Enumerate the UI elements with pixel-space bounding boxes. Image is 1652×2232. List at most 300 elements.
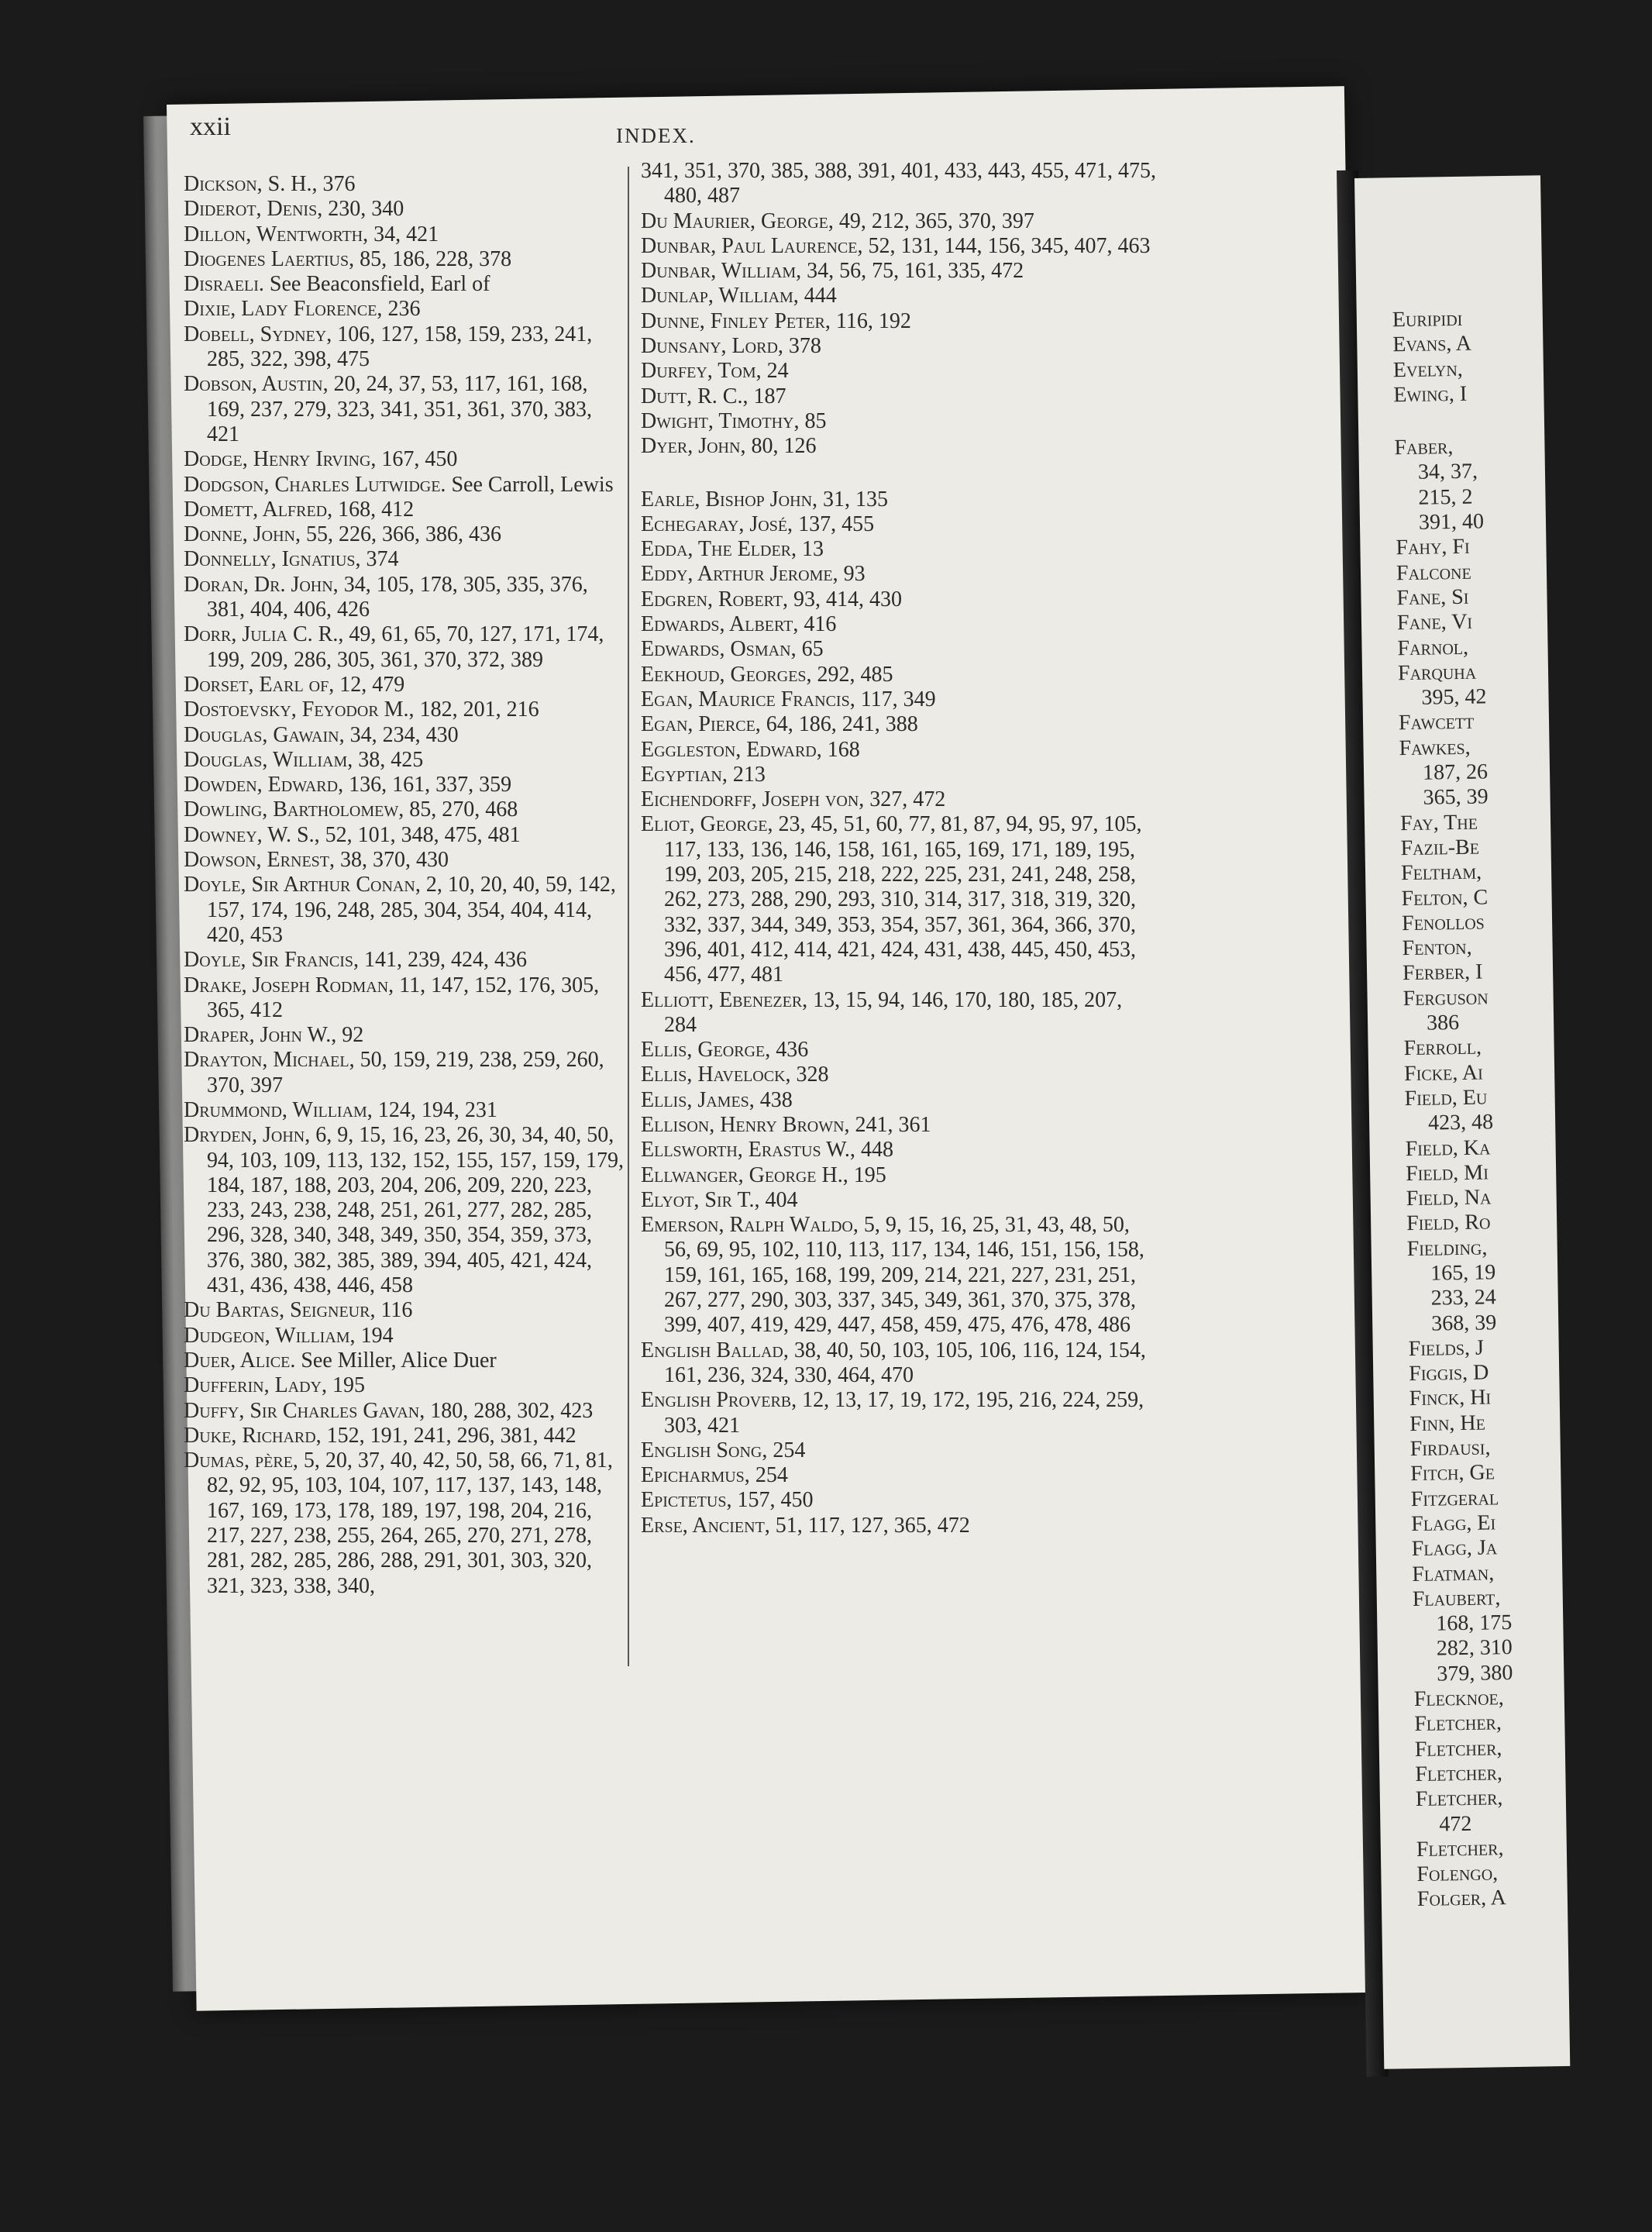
index-entry	[184, 247, 625, 272]
index-entry	[641, 1063, 1156, 1087]
entry-name: Dutt, R. C.,	[641, 384, 749, 408]
facing-page-fragment: Fletcher,	[1414, 1735, 1502, 1762]
facing-page-fragment: Fletcher,	[1416, 1836, 1504, 1862]
entry-references: 168	[821, 737, 860, 762]
index-entry	[641, 1213, 1156, 1338]
entry-references: 20, 24, 37, 53, 117, 161, 168, 169, 237, 279, 323, 341, 351, 361, 370, 383, 421	[207, 372, 592, 446]
entry-references: 52, 131, 144, 156, 345, 407, 463	[862, 233, 1151, 258]
facing-page-fragment: Ewing, I	[1393, 381, 1468, 408]
index-entry	[184, 473, 625, 498]
entry-name: Dumas, père,	[184, 1448, 298, 1473]
entry-name: Diogenes Laertius,	[184, 246, 355, 271]
index-entry	[184, 1448, 625, 1599]
facing-page-fragment: Euripidi	[1392, 306, 1463, 332]
index-entry	[641, 1463, 1156, 1488]
entry-name: Eekhoud, Georges,	[641, 662, 812, 687]
index-entry	[641, 537, 1156, 562]
entry-name: Eichendorff, Joseph von,	[641, 787, 865, 812]
entry-name: Dryden, John,	[184, 1123, 311, 1148]
entry-name: Domett, Alfred,	[184, 497, 333, 522]
entry-name: Dudgeon, William,	[184, 1323, 356, 1348]
entry-references: 254	[749, 1463, 788, 1488]
entry-references: 292, 485	[811, 662, 893, 687]
entry-references: 124, 194, 231	[372, 1097, 497, 1122]
entry-references: 34, 421	[368, 222, 439, 246]
entry-references: 195	[848, 1162, 886, 1187]
index-entry	[641, 612, 1156, 637]
index-entry	[641, 284, 1156, 308]
index-entry	[641, 309, 1156, 334]
index-entry	[184, 1348, 625, 1373]
index-entry	[641, 988, 1156, 1038]
entry-name: Drake, Joseph Rodman,	[184, 973, 394, 997]
entry-name: Epictetus,	[641, 1488, 732, 1513]
entry-name: Eliot, George,	[641, 812, 773, 837]
index-entry	[641, 234, 1156, 259]
entry-name: English Song,	[641, 1438, 768, 1462]
facing-page-fragment: Farnol,	[1397, 635, 1469, 660]
entry-references: 254	[767, 1438, 806, 1462]
index-entry	[184, 1373, 625, 1398]
facing-page-fragment: 233, 24	[1430, 1285, 1496, 1311]
entry-name: Downey, W. S.,	[184, 822, 320, 847]
facing-page-fragment: Flecknoe,	[1413, 1686, 1504, 1712]
entry-name: Ellison, Henry Brown,	[641, 1112, 850, 1137]
index-entry	[641, 359, 1156, 384]
facing-page-fragment: Field, Mi	[1405, 1160, 1489, 1186]
entry-name: Echegaray, José,	[641, 512, 793, 536]
facing-page-fragment: Fane, Si	[1396, 584, 1469, 611]
facing-page-fragment: Ficke, Ai	[1403, 1060, 1483, 1086]
entry-references: 38, 425	[353, 747, 424, 772]
facing-page-fragment: Firdausi,	[1409, 1435, 1491, 1462]
index-entry	[184, 723, 625, 748]
facing-page	[1354, 175, 1570, 2068]
index-entry	[641, 787, 1156, 812]
facing-page-fragment: Flagg, Ei	[1411, 1510, 1496, 1537]
entry-references: 448	[855, 1138, 893, 1162]
entry-name: Dorr, Julia C. R.,	[184, 622, 344, 647]
entry-name: Dickson, S. H.,	[184, 172, 318, 196]
entry-references: 64, 186, 241, 388	[760, 712, 918, 737]
index-entry	[641, 334, 1156, 359]
entry-references: 6, 9, 15, 16, 23, 26, 30, 34, 40, 50, 94, 103, 109, 113, 132, 152, 155, 157, 159, 179, 184, 187, 188, 203, 204, 206, 209, 220, 223, 233, 243, 238, 248, 251, 261, 277, 282, 285, 296, 328, 340, 348, 349, 350, 354, 359, 373, 376, 380, 382, 385, 389, 394, 405, 421, 424, 431, 436, 438, 446, 458	[207, 1123, 624, 1298]
index-entry	[641, 409, 1156, 434]
facing-page-fragment: Fenton,	[1402, 935, 1472, 961]
entry-references: 341, 351, 370, 385, 388, 391, 401, 433, 443, 455, 471, 475, 480, 487	[641, 159, 1156, 208]
index-entry	[184, 1399, 625, 1424]
entry-name: Doyle, Sir Arthur Conan,	[184, 873, 421, 897]
entry-references: 152, 191, 241, 296, 381, 442	[321, 1423, 576, 1448]
entry-references: 157, 450	[731, 1488, 814, 1513]
index-entry	[184, 848, 625, 873]
entry-references: 236	[382, 297, 421, 322]
index-entry	[641, 687, 1156, 712]
index-entry	[184, 547, 625, 572]
entry-references: 5, 20, 37, 40, 42, 50, 58, 66, 71, 81, 82, 92, 95, 103, 104, 107, 117, 137, 143, 148, 167, 169, 173, 178, 189, 197, 198, 204, 216, 217, 227, 238, 255, 264, 265, 270, 271, 278, 281, 282, 285, 286, 288, 291, 301, 303, 320, 321, 323, 338, 340,	[207, 1448, 613, 1598]
entry-references: 12, 13, 17, 19, 172, 195, 216, 224, 259, 303, 421	[664, 1388, 1144, 1438]
entry-references: 187	[748, 384, 786, 408]
entry-name: Dwight, Timothy,	[641, 408, 800, 433]
entry-references: 141, 239, 424, 436	[359, 948, 528, 973]
index-entry	[641, 812, 1156, 987]
entry-name: Edda, The Elder,	[641, 537, 797, 562]
facing-page-fragment: Fletcher,	[1415, 1761, 1503, 1786]
facing-page-fragment: Fielding,	[1406, 1235, 1488, 1261]
entry-references: 38, 370, 430	[335, 848, 449, 873]
index-entry	[641, 1388, 1156, 1438]
entry-name: English Proverb,	[641, 1388, 797, 1413]
entry-name: Du Bartas, Seigneur,	[184, 1298, 376, 1323]
entry-references: 50, 159, 219, 238, 259, 260, 370, 397	[207, 1048, 604, 1097]
facing-page-fragment: Figgis, D	[1408, 1360, 1489, 1386]
entry-name: Donnelly, Ignatius,	[184, 547, 361, 572]
entry-references: 34, 105, 178, 305, 335, 376, 381, 404, 406, 426	[207, 572, 588, 622]
entry-name: Douglas, Gawain,	[184, 722, 345, 747]
entry-references: 12, 479	[334, 672, 405, 697]
index-entry	[184, 372, 625, 447]
index-entry	[184, 172, 625, 197]
entry-references: 49, 61, 65, 70, 127, 171, 174, 199, 209, 286, 305, 361, 370, 372, 389	[207, 622, 604, 672]
entry-name: Duke, Richard,	[184, 1423, 322, 1448]
facing-page-fragment: Evans, A	[1392, 331, 1472, 357]
facing-page-fragment: Fletcher,	[1414, 1710, 1502, 1737]
entry-references: 2, 10, 20, 40, 59, 142, 157, 174, 196, 248, 285, 304, 354, 404, 414, 420, 453	[207, 873, 616, 947]
index-entry	[641, 1138, 1156, 1162]
entry-name: Dyer, John,	[641, 434, 746, 459]
entry-name: Egyptian,	[641, 762, 728, 787]
entry-references: 416	[798, 612, 837, 637]
index-entry	[184, 1098, 625, 1123]
facing-page-fragment: Felton, C	[1401, 884, 1489, 911]
index-entry	[641, 587, 1156, 612]
page-number: xxii	[190, 112, 231, 141]
facing-page-fragment: Feltham,	[1400, 859, 1482, 886]
entry-references: 444	[798, 284, 837, 308]
entry-name: Dowling, Bartholomew,	[184, 797, 404, 822]
entry-references: 106, 127, 158, 159, 233, 241, 285, 322, 398, 475	[207, 322, 593, 372]
index-entry	[184, 948, 625, 973]
entry-name: Elliott, Ebenezer,	[641, 987, 808, 1012]
entry-name: Egan, Maurice Francis,	[641, 687, 855, 711]
entry-references: 49, 212, 365, 370, 397	[833, 208, 1034, 233]
index-entry	[641, 712, 1156, 737]
index-entry	[184, 773, 625, 797]
entry-name: Dillon, Wentworth,	[184, 222, 369, 246]
entry-name: Dowson, Ernest,	[184, 848, 335, 873]
facing-page-fragment: Flaubert,	[1412, 1586, 1501, 1611]
entry-name: Ellis, Havelock,	[641, 1063, 791, 1087]
index-entry	[641, 1488, 1156, 1513]
entry-name: Durfey, Tom,	[641, 359, 762, 384]
entry-name: Dunbar, William,	[641, 259, 802, 284]
entry-name: Doran, Dr. John,	[184, 572, 339, 597]
entry-name: Dodgson, Charles Lutwidge.	[184, 472, 446, 497]
index-entry	[641, 1188, 1156, 1213]
index-entry	[641, 487, 1156, 512]
entry-references: 13	[797, 537, 824, 562]
entry-name: Ellis, James,	[641, 1087, 755, 1112]
entry-references: 80, 126	[745, 434, 817, 459]
index-entry	[641, 159, 1156, 209]
entry-references: 376	[317, 172, 356, 196]
entry-references: See Beaconsfield, Earl of	[263, 272, 490, 297]
entry-name: Dobell, Sydney,	[184, 322, 332, 346]
entry-references: 116, 192	[830, 308, 911, 333]
facing-page-fragment: Field, Ka	[1405, 1135, 1491, 1161]
entry-references: 85, 270, 468	[404, 797, 518, 822]
facing-page-fragment: Fields, J	[1408, 1335, 1485, 1361]
index-entry	[184, 1023, 625, 1048]
column-divider	[628, 167, 629, 1666]
entry-references: 167, 450	[376, 447, 458, 472]
index-entry	[641, 663, 1156, 687]
entry-name: Douglas, William,	[184, 747, 353, 772]
index-entry	[641, 562, 1156, 587]
entry-references: 116	[375, 1298, 413, 1323]
entry-name: Egan, Pierce,	[641, 712, 761, 737]
index-entry	[184, 873, 625, 948]
facing-page-fragment: Fitch, Ge	[1410, 1460, 1495, 1486]
index-entry	[641, 738, 1156, 763]
index-entry	[184, 1048, 625, 1098]
facing-page-fragment: 365, 39	[1423, 784, 1489, 811]
index-entry	[641, 1088, 1156, 1113]
facing-page-fragment: Falcone	[1396, 560, 1471, 585]
index-entry	[184, 573, 625, 623]
entry-name: Dobson, Austin,	[184, 372, 329, 397]
entry-references: See Miller, Alice Duer	[295, 1348, 497, 1373]
facing-page-fragment: Farquha	[1397, 660, 1477, 686]
index-entry	[184, 322, 625, 373]
entry-references: 378	[783, 334, 821, 359]
facing-page-fragment: Fahy, Fi	[1396, 535, 1470, 560]
entry-references: 11, 147, 152, 176, 305, 365, 412	[207, 973, 600, 1022]
entry-references: 24	[761, 359, 789, 384]
facing-page-fragment: Fawkes,	[1399, 735, 1471, 760]
entry-name: Emerson, Ralph Waldo,	[641, 1213, 859, 1238]
entry-references: 85	[799, 408, 827, 433]
index-entry	[184, 622, 625, 673]
entry-references: 182, 201, 216	[414, 698, 539, 722]
entry-name: Ellwanger, George H.,	[641, 1162, 848, 1187]
entry-name: Drayton, Michael,	[184, 1048, 355, 1073]
index-entry	[641, 637, 1156, 662]
facing-page-fragment: Fane, Vi	[1396, 609, 1473, 636]
facing-page-fragment: Flatman,	[1412, 1560, 1495, 1586]
entry-name: Eddy, Arthur Jerome,	[641, 562, 838, 587]
entry-references: 13, 15, 94, 146, 170, 180, 185, 207, 284	[664, 987, 1123, 1037]
entry-name: Edgren, Robert,	[641, 587, 789, 611]
entry-references: 213	[727, 762, 766, 787]
index-entry	[184, 1123, 625, 1298]
entry-name: English Ballad,	[641, 1338, 789, 1362]
entry-references: 93, 414, 430	[788, 587, 903, 611]
facing-page-fragment: 386	[1426, 1011, 1460, 1035]
index-entry	[184, 1324, 625, 1348]
facing-page-fragment: Fawcett	[1398, 710, 1475, 735]
entry-name: Epicharmus,	[641, 1463, 750, 1488]
entry-references: 436	[770, 1038, 809, 1063]
facing-page-fragment: Field, Na	[1406, 1185, 1492, 1211]
entry-name: Dixie, Lady Florence,	[184, 297, 383, 322]
entry-references: See Carroll, Lewis	[446, 472, 614, 497]
entry-references: 136, 161, 337, 359	[343, 773, 512, 797]
facing-page-fragment: 282, 310	[1436, 1635, 1513, 1662]
entry-name: Dunlap, William,	[641, 284, 799, 308]
facing-page-fragment: Faber,	[1394, 435, 1454, 460]
entry-name: Disraeli.	[184, 272, 264, 297]
index-entry	[184, 973, 625, 1024]
index-entry	[184, 1298, 625, 1323]
index-entry	[184, 197, 625, 222]
index-entry	[184, 823, 625, 848]
index-entry	[184, 698, 625, 722]
entry-name: Erse, Ancient,	[641, 1513, 770, 1538]
index-column-right	[641, 159, 1156, 1538]
facing-page-fragment: 187, 26	[1422, 760, 1489, 785]
entry-references: 34, 234, 430	[344, 722, 459, 747]
index-entry	[641, 1113, 1156, 1138]
facing-page-fragment: 395, 42	[1421, 684, 1487, 710]
facing-page-index-column	[1392, 305, 1650, 1913]
index-entry	[641, 1163, 1156, 1188]
index-entry	[184, 797, 625, 822]
entry-references: 241, 361	[849, 1112, 931, 1137]
entry-references: 117, 349	[855, 687, 936, 711]
facing-page-fragment: Field, Eu	[1404, 1085, 1488, 1111]
entry-references: 65	[796, 637, 824, 662]
entry-name: Eggleston, Edward,	[641, 737, 822, 762]
entry-name: Elyot, Sir T.,	[641, 1187, 760, 1212]
facing-page-fragment: 423, 48	[1427, 1110, 1494, 1135]
entry-name: Draper, John W.,	[184, 1023, 337, 1048]
entry-name: Doyle, Sir Francis,	[184, 948, 360, 973]
index-entry	[641, 384, 1156, 409]
facing-page-fragment: Ferroll,	[1403, 1035, 1482, 1061]
entry-references: 194	[355, 1323, 394, 1348]
index-entry	[641, 763, 1156, 787]
entry-references: 85, 186, 228, 378	[354, 246, 512, 271]
entry-references: 52, 101, 348, 475, 481	[319, 822, 521, 847]
index-entry	[641, 1038, 1156, 1063]
entry-references: 438	[754, 1087, 793, 1112]
entry-name: Dunne, Finley Peter,	[641, 308, 831, 333]
entry-references: 23, 45, 51, 60, 77, 81, 87, 94, 95, 97, 105, 117, 133, 136, 146, 158, 161, 165, 169, 171, 189, 195, 199, 203, 205, 215, 218, 222, 225, 231, 241, 248, 258, 262, 273, 288, 290, 293, 310, 314, 317, 318, 319, 320, 332, 337, 344, 349, 353, 354, 357, 361, 364, 366, 370, 396, 401, 412, 414, 421, 424, 431, 438, 445, 450, 453, 456, 477, 481	[664, 812, 1142, 987]
index-entry	[184, 522, 625, 547]
entry-references: 31, 135	[817, 487, 889, 512]
running-head: INDEX.	[616, 124, 696, 147]
entry-references: 38, 40, 50, 103, 105, 106, 116, 124, 154, 161, 236, 324, 330, 464, 470	[664, 1338, 1146, 1387]
entry-references: 55, 226, 366, 386, 436	[301, 522, 501, 547]
facing-page-fragment: Ferber, I	[1402, 959, 1483, 986]
index-entry	[641, 1514, 1156, 1538]
index-entry	[641, 1338, 1156, 1389]
entry-name: Dufferin, Lady,	[184, 1373, 328, 1398]
entry-references: 51, 117, 127, 365, 472	[769, 1513, 970, 1538]
entry-references: 34, 56, 75, 161, 335, 472	[801, 259, 1024, 284]
facing-page-fragment: Fenollos	[1401, 910, 1485, 935]
entry-references: 92	[336, 1023, 364, 1048]
entry-references: 168, 412	[332, 497, 415, 522]
facing-page-fragment: Finck, Hi	[1409, 1385, 1492, 1411]
entry-name: Edwards, Osman,	[641, 637, 797, 662]
facing-page-fragment: 472	[1439, 1811, 1472, 1837]
entry-references: 93	[838, 562, 866, 587]
entry-name: Dodge, Henry Irving,	[184, 447, 377, 472]
entry-name: Earle, Bishop John,	[641, 487, 818, 512]
entry-name: Dostoevsky, Feyodor M.,	[184, 698, 415, 722]
index-entry	[641, 434, 1156, 459]
entry-name: Dunsany, Lord,	[641, 334, 783, 359]
entry-name: Ellsworth, Erastus W.,	[641, 1138, 855, 1162]
entry-name: Du Maurier, George,	[641, 208, 834, 233]
entry-name: Duer, Alice.	[184, 1348, 296, 1373]
entry-references: 137, 455	[793, 512, 875, 536]
index-column-left	[184, 172, 625, 1599]
index-entry	[641, 259, 1156, 284]
entry-references: 5, 9, 15, 16, 25, 31, 43, 48, 50, 56, 69, 95, 102, 110, 113, 117, 134, 146, 151, 156, 158, 159, 161, 165, 168, 199, 209, 214, 221, 227, 231, 251, 267, 277, 290, 303, 337, 345, 349, 361, 370, 375, 378, 399, 407, 419, 429, 447, 458, 459, 475, 476, 478, 486	[664, 1213, 1144, 1338]
index-entry	[184, 297, 625, 322]
index-entry	[184, 222, 625, 247]
index-entry	[184, 447, 625, 472]
index-entry	[184, 673, 625, 698]
index-entry	[641, 512, 1156, 537]
entry-name: Dorset, Earl of,	[184, 672, 335, 697]
facing-page-fragment: Finn, He	[1409, 1410, 1486, 1436]
entry-references: 327, 472	[864, 787, 946, 812]
index-entry	[184, 1424, 625, 1448]
entry-references: 404	[759, 1187, 798, 1212]
index-entry	[641, 1438, 1156, 1463]
entry-name: Donne, John,	[184, 522, 301, 547]
entry-name: Dunbar, Paul Laurence,	[641, 233, 863, 258]
entry-references: 328	[790, 1063, 829, 1087]
entry-name: Dowden, Edward,	[184, 773, 344, 797]
facing-page-fragment: 215, 2	[1418, 484, 1473, 510]
facing-page-fragment: 168, 175	[1436, 1610, 1513, 1636]
facing-page-fragment: Fitzgeral	[1410, 1485, 1499, 1511]
facing-page-fragment: Field, Ro	[1406, 1210, 1491, 1236]
facing-page-fragment: Fay, The	[1399, 810, 1478, 835]
facing-page-fragment: Evelyn,	[1392, 356, 1463, 382]
facing-page-fragment: 368, 39	[1430, 1310, 1497, 1336]
facing-page-fragment: Fletcher,	[1415, 1786, 1503, 1812]
facing-page-fragment: Ferguson	[1402, 985, 1489, 1011]
entry-references: 374	[360, 547, 399, 572]
entry-references: 230, 340	[322, 197, 404, 222]
facing-page-fragment: 391, 40	[1418, 509, 1485, 535]
facing-page-fragment: Flagg, Ja	[1411, 1535, 1498, 1562]
entry-references: 180, 288, 302, 423	[425, 1398, 594, 1423]
facing-page-fragment: 379, 380	[1437, 1660, 1513, 1686]
entry-name: Edwards, Albert,	[641, 612, 799, 637]
index-entry	[184, 748, 625, 773]
index-entry	[184, 272, 625, 297]
facing-page-fragment: 34, 37,	[1417, 460, 1478, 485]
facing-page-fragment: Folengo,	[1416, 1861, 1499, 1887]
entry-name: Diderot, Denis,	[184, 197, 323, 222]
entry-references: 195	[327, 1373, 366, 1398]
entry-name: Drummond, William,	[184, 1097, 373, 1122]
index-entry	[184, 498, 625, 522]
facing-page-fragment: Fazil-Be	[1400, 835, 1480, 861]
entry-name: Ellis, George,	[641, 1038, 771, 1063]
entry-name: Duffy, Sir Charles Gavan,	[184, 1398, 425, 1423]
facing-page-fragment: Folger, A	[1416, 1886, 1507, 1912]
index-entry	[641, 209, 1156, 234]
facing-page-fragment: 165, 19	[1430, 1260, 1496, 1286]
